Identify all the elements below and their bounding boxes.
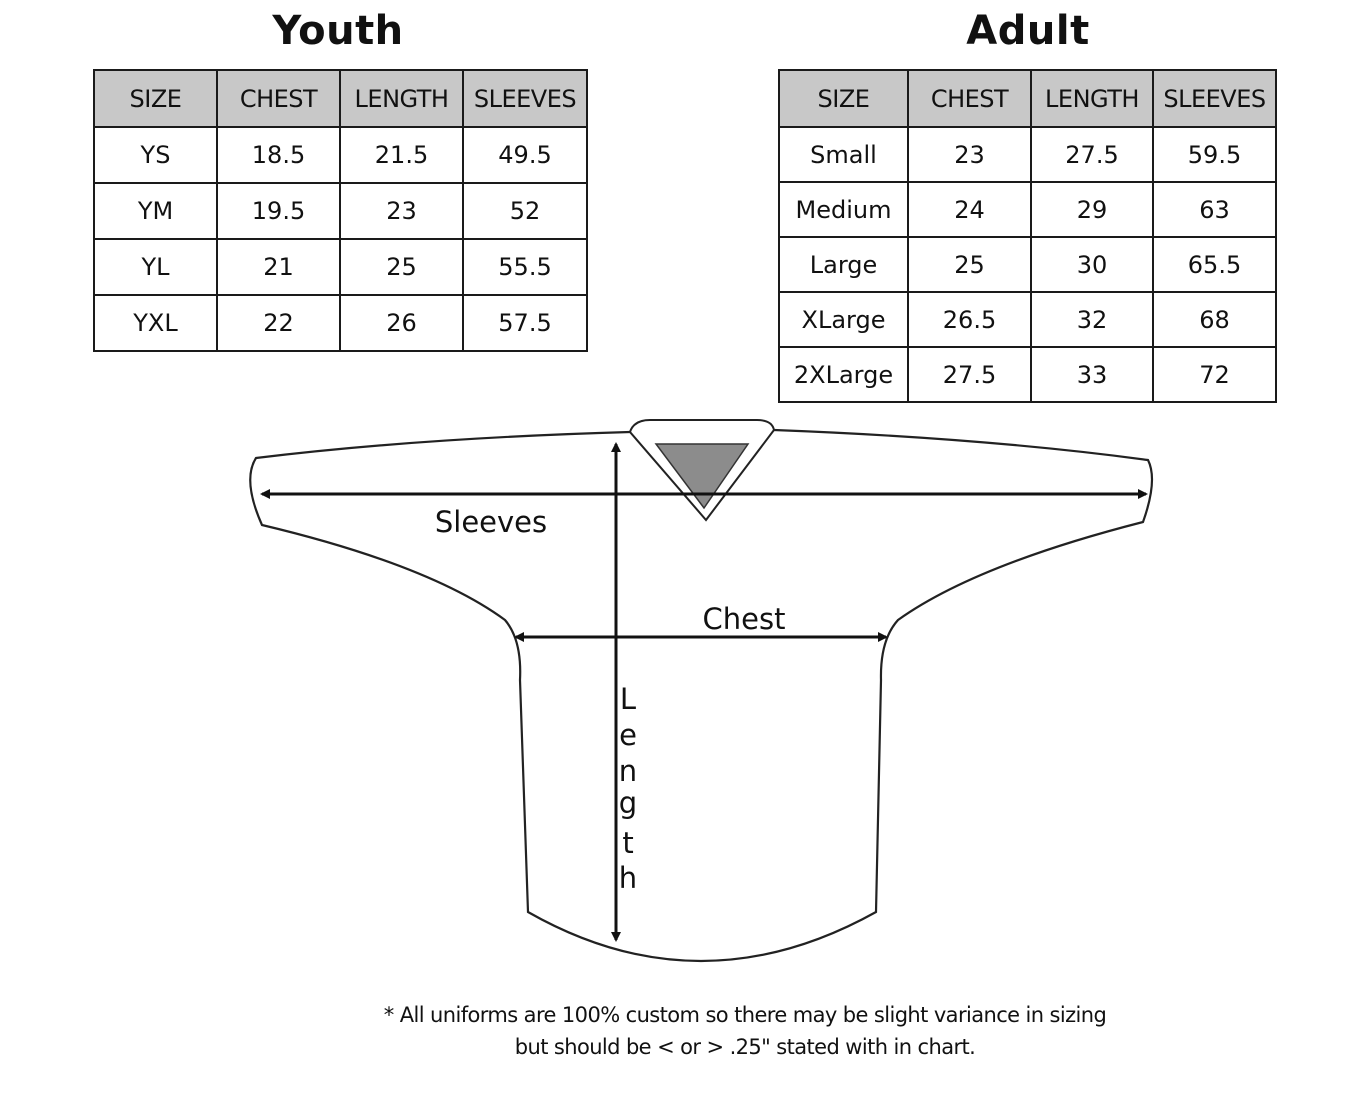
- cell-length: 26: [340, 295, 463, 351]
- header-size: SIZE: [94, 70, 217, 127]
- header-chest: CHEST: [908, 70, 1031, 127]
- cell-length: 32: [1031, 292, 1153, 347]
- cell-size: Small: [779, 127, 908, 182]
- cell-chest: 26.5: [908, 292, 1031, 347]
- cell-length: 29: [1031, 182, 1153, 237]
- chest-label: Chest: [702, 602, 786, 636]
- header-size: SIZE: [779, 70, 908, 127]
- footnote-line-1: * All uniforms are 100% custom so there may be slight variance in sizing: [383, 1003, 1107, 1027]
- cell-size: Medium: [779, 182, 908, 237]
- cell-length: 30: [1031, 237, 1153, 292]
- cell-length: 23: [340, 183, 463, 239]
- cell-length: 25: [340, 239, 463, 295]
- cell-chest: 24: [908, 182, 1031, 237]
- header-length: LENGTH: [340, 70, 463, 127]
- header-chest: CHEST: [217, 70, 340, 127]
- cell-length: 27.5: [1031, 127, 1153, 182]
- youth-title: Youth: [272, 8, 404, 54]
- cell-sleeves: 57.5: [463, 295, 587, 351]
- length-letter: h: [618, 861, 638, 895]
- header-length: LENGTH: [1031, 70, 1153, 127]
- cell-sleeves: 59.5: [1153, 127, 1276, 182]
- cell-chest: 27.5: [908, 347, 1031, 402]
- length-letter: n: [618, 754, 638, 788]
- cell-sleeves: 52: [463, 183, 587, 239]
- length-letter: L: [619, 682, 637, 716]
- cell-chest: 25: [908, 237, 1031, 292]
- cell-size: YL: [94, 239, 217, 295]
- cell-size: YXL: [94, 295, 217, 351]
- length-letter: t: [622, 826, 634, 860]
- sleeves-label: Sleeves: [434, 505, 548, 539]
- cell-chest: 22: [217, 295, 340, 351]
- cell-size: Large: [779, 237, 908, 292]
- cell-sleeves: 55.5: [463, 239, 587, 295]
- cell-size: 2XLarge: [779, 347, 908, 402]
- footnote-line-2: but should be < or > .25" stated with in chart.: [514, 1035, 976, 1059]
- length-letter: e: [619, 718, 637, 752]
- cell-length: 21.5: [340, 127, 463, 183]
- header-sleeves: SLEEVES: [1153, 70, 1276, 127]
- length-label: [619, 682, 637, 895]
- cell-sleeves: 63: [1153, 182, 1276, 237]
- length-letter: g: [618, 786, 638, 820]
- cell-sleeves: 68: [1153, 292, 1276, 347]
- adult-title: Adult: [966, 8, 1090, 54]
- cell-chest: 23: [908, 127, 1031, 182]
- cell-length: 33: [1031, 347, 1153, 402]
- cell-sleeves: 72: [1153, 347, 1276, 402]
- header-sleeves: SLEEVES: [463, 70, 587, 127]
- cell-chest: 18.5: [217, 127, 340, 183]
- cell-size: YS: [94, 127, 217, 183]
- cell-chest: 21: [217, 239, 340, 295]
- cell-sleeves: 65.5: [1153, 237, 1276, 292]
- cell-sleeves: 49.5: [463, 127, 587, 183]
- cell-size: YM: [94, 183, 217, 239]
- cell-size: XLarge: [779, 292, 908, 347]
- cell-chest: 19.5: [217, 183, 340, 239]
